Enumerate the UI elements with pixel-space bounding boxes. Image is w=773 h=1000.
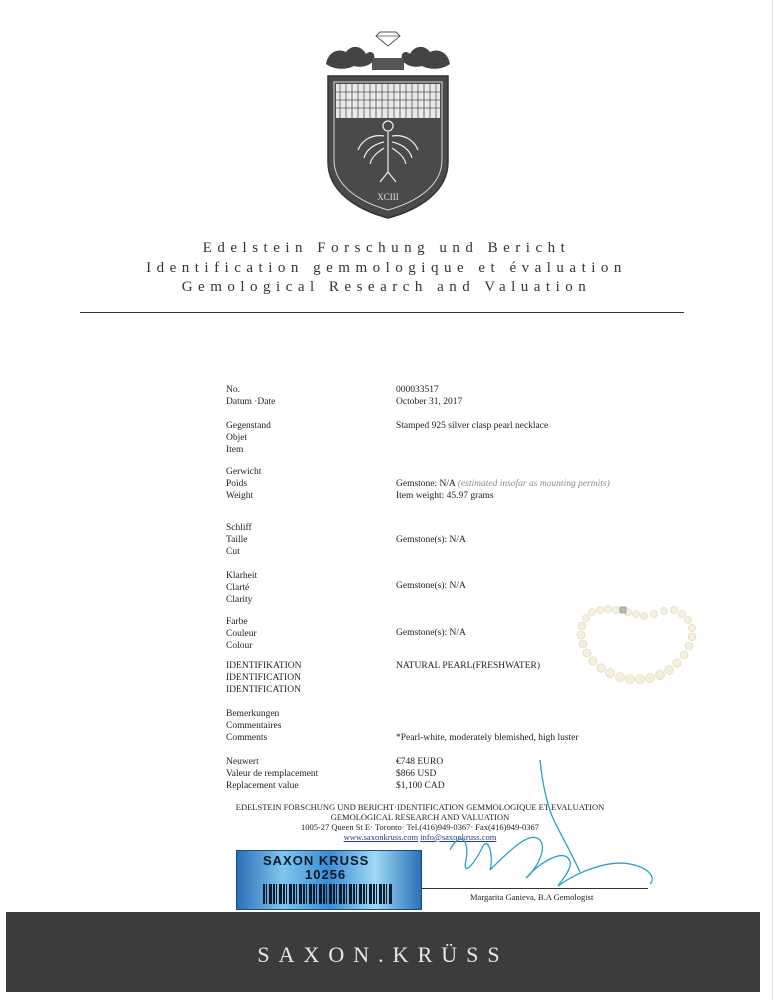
- signature-line: [418, 888, 648, 889]
- weight-gem-value: [396, 478, 610, 490]
- comments-label-en: Comments: [226, 733, 268, 743]
- colour-label-en: Colour: [226, 641, 253, 651]
- ident-label-en: IDENTIFICATION: [226, 685, 301, 695]
- weight-label-fr: Poids: [226, 479, 248, 489]
- website-link[interactable]: www.saxonkruss.com: [343, 832, 419, 842]
- comments-label-de: Bemerkungen: [226, 709, 280, 719]
- griffin-right-icon: [402, 47, 450, 69]
- item-label-de: Gegenstand: [226, 421, 271, 431]
- title-english: Gemological Research and Valuation: [181, 279, 592, 295]
- no-label: No.: [226, 385, 240, 395]
- comments-label-fr: Commentaires: [226, 721, 282, 731]
- cut-label-en: Cut: [226, 547, 240, 557]
- title-french: Identification gemmologique et évaluation: [146, 260, 627, 276]
- diamond-icon: [376, 32, 400, 46]
- colour-value: Gemstone(s): N/A: [396, 628, 466, 638]
- value-label-en: Replacement value: [226, 781, 299, 791]
- footer-line-2: GEMOLOGICAL RESEARCH AND VALUATION: [330, 812, 510, 822]
- clarity-label-en: Clarity: [226, 595, 253, 605]
- date-value: October 31, 2017: [396, 397, 463, 407]
- clarity-label-de: Klarheit: [226, 571, 258, 581]
- ident-value: NATURAL PEARL(FRESHWATER): [396, 661, 540, 671]
- crest-numeral: XCIII: [377, 192, 399, 202]
- colour-label-de: Farbe: [226, 617, 248, 627]
- value-cad: $1,100 CAD: [396, 781, 445, 791]
- email-link[interactable]: info@saxonkruss.com: [420, 832, 497, 842]
- colour-label-fr: Couleur: [226, 629, 257, 639]
- item-label-en: Item: [226, 445, 244, 455]
- value-label-de: Neuwert: [226, 757, 259, 767]
- cut-label-fr: Taille: [226, 535, 248, 545]
- weight-gem-text: Gemstone: N/A: [396, 479, 456, 489]
- weight-label-en: Weight: [226, 491, 254, 501]
- weight-item-value: Item weight: 45.97 grams: [396, 491, 494, 501]
- brand-banner-text: SAXON.KRÜSS: [257, 942, 509, 967]
- clarity-value: Gemstone(s): N/A: [396, 581, 466, 591]
- footer-line-3: 1005-27 Queen St E· Toronto· Tel.(416)949-0367· Fax(416)949-0367: [300, 822, 540, 832]
- value-euro: €748 EURO: [396, 757, 444, 767]
- no-value: 000033517: [396, 385, 439, 395]
- cut-value: Gemstone(s): N/A: [396, 535, 466, 545]
- date-label: Datum ·Date: [226, 397, 276, 407]
- clasp-icon: [620, 607, 626, 613]
- crest-emblem: [318, 22, 458, 222]
- hologram-sticker: [236, 850, 422, 910]
- header-divider: [80, 312, 684, 313]
- clarity-label-fr: Clarté: [226, 583, 250, 593]
- item-label-fr: Objet: [226, 433, 248, 443]
- ident-label-de: IDENTIFIKATION: [226, 661, 302, 671]
- hologram-number: 10256: [305, 867, 347, 882]
- value-usd: $866 USD: [396, 769, 437, 779]
- signature: [430, 760, 670, 900]
- barcode-icon: [263, 884, 393, 904]
- griffin-left-icon: [326, 47, 374, 69]
- comments-value: *Pearl-white, moderately blemished, high luster: [396, 733, 579, 743]
- pearl-necklace-photo: [570, 600, 720, 700]
- title-german: Edelstein Forschung und Bericht: [202, 240, 571, 256]
- cut-label-de: Schliff: [226, 523, 252, 533]
- weight-gem-note: (estimated insofar as mounting permits): [457, 479, 610, 489]
- footer-line-1: EDELSTEIN FORSCHUNG UND BERICHT·IDENTIFICATION GEMMOLOGIQUE ET EVALUATION: [235, 802, 605, 812]
- hologram-brand: SAXON KRUSS: [263, 853, 370, 868]
- value-label-fr: Valeur de remplacement: [226, 769, 319, 779]
- signatory-name: Margarita Ganieva, B.A Gemologist: [470, 892, 594, 902]
- item-value: Stamped 925 silver clasp pearl necklace: [396, 421, 549, 431]
- brand-banner: [6, 912, 760, 992]
- ident-label-fr: IDENTIFICATION: [226, 673, 301, 683]
- weight-label-de: Gerwicht: [226, 467, 262, 477]
